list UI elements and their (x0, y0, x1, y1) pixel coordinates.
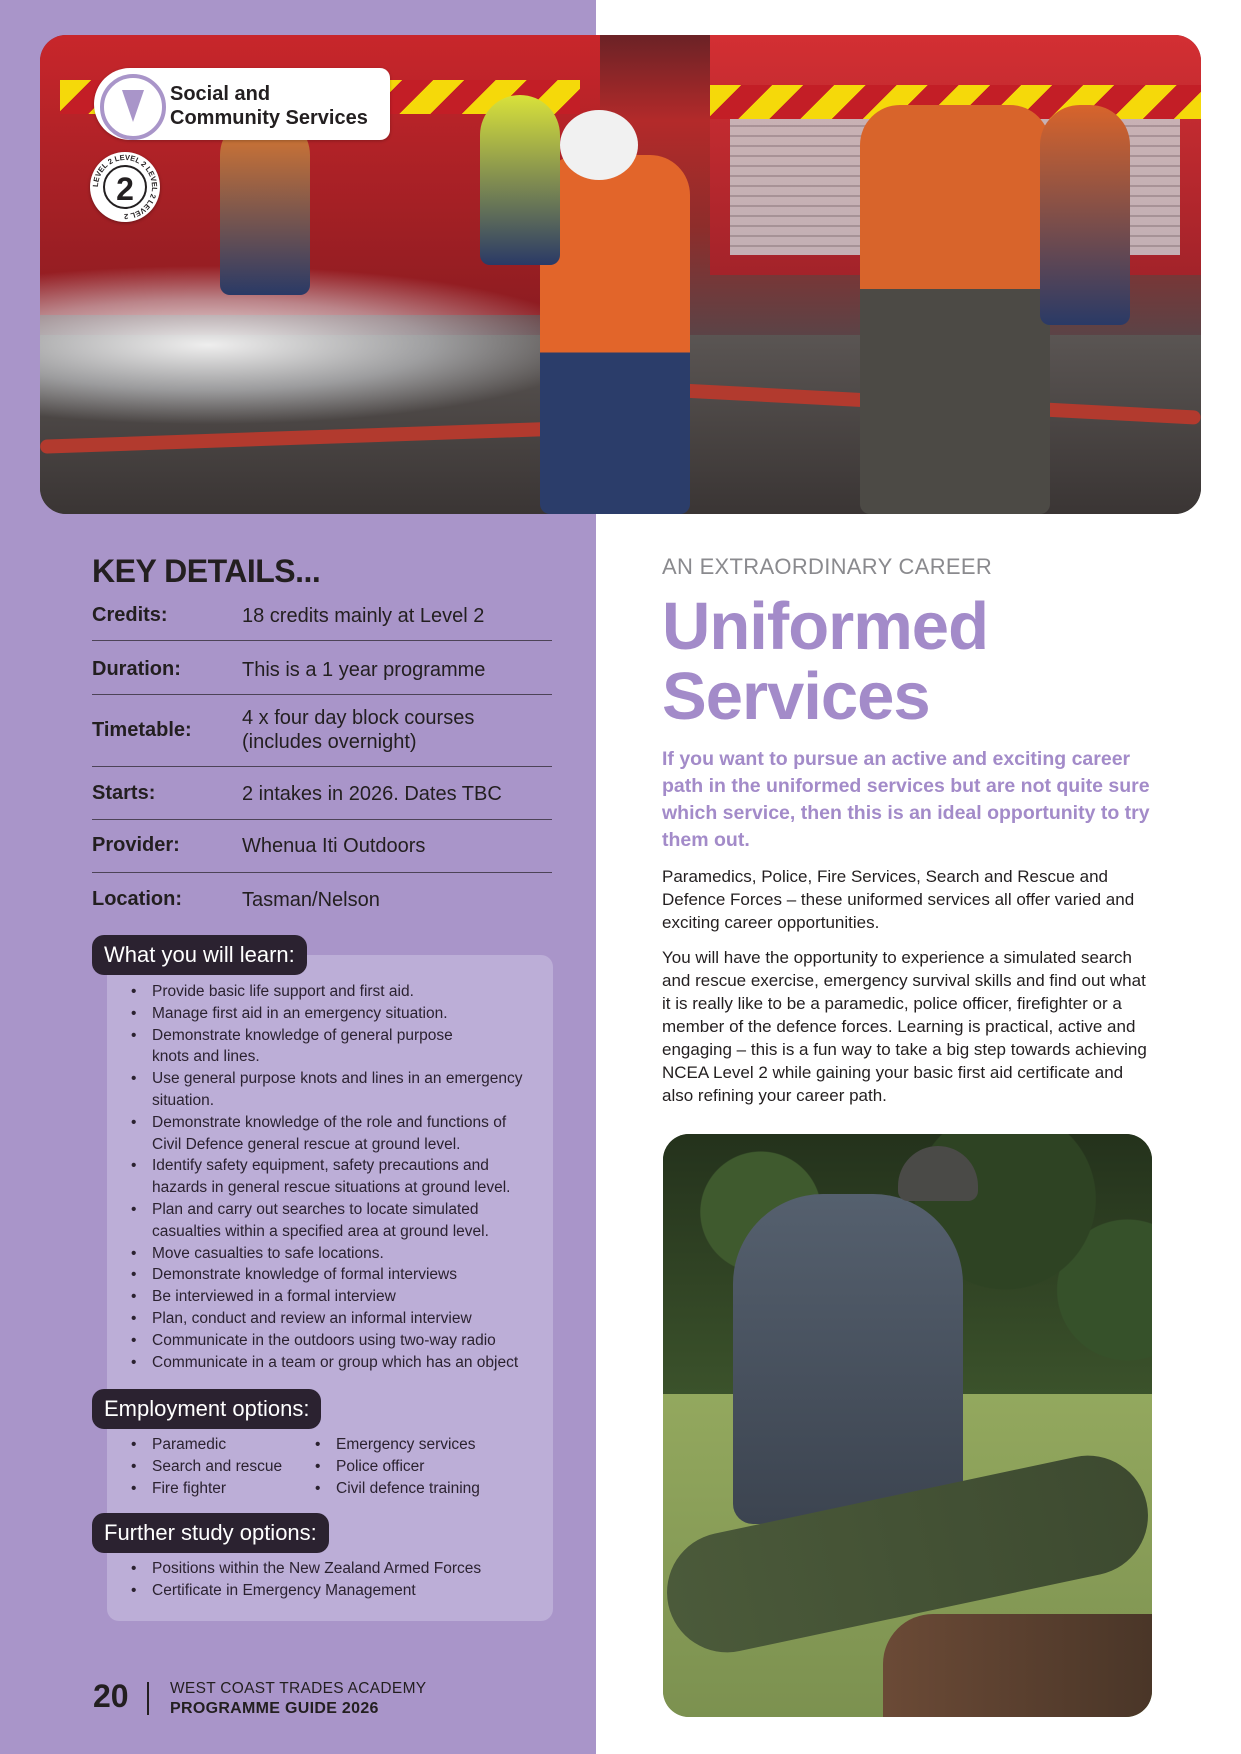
list-item: • Demonstrate knowledge of formal interviews (129, 1264, 539, 1286)
detail-value: 2 intakes in 2026. Dates TBC (242, 783, 502, 805)
category-title-line2: Community Services (170, 107, 368, 129)
level-number: 2 (103, 165, 147, 209)
level-badge (90, 152, 160, 222)
article-intro: If you want to pursue an active and exciting career path in the uniformed services but are not quite sure which service, then this is an ideal opportunity to try them out. (662, 748, 1150, 851)
second-casualty (883, 1614, 1152, 1717)
list-item: • Move casualties to safe locations. (129, 1243, 539, 1265)
firefighter-background (480, 95, 560, 265)
detail-row-duration (92, 641, 552, 695)
detail-row-location (92, 873, 552, 925)
list-item: • Provide basic life support and first aid. (129, 981, 539, 1003)
detail-value: Tasman/Nelson (242, 889, 380, 911)
footer-divider (147, 1682, 149, 1715)
list-item: • Plan, conduct and review an informal interview (129, 1308, 539, 1330)
category-title-line1: Social and (170, 83, 271, 105)
first-aid-photo (663, 1134, 1152, 1717)
detail-row-timetable (92, 695, 552, 767)
footer-guide-title: PROGRAMME GUIDE 2026 (170, 1700, 379, 1717)
further-study-list (129, 1558, 539, 1602)
list-item: • Search and rescue (129, 1456, 309, 1478)
list-item: • Fire fighter (129, 1478, 309, 1500)
detail-label: Credits: (92, 604, 168, 626)
list-item: • Positions within the New Zealand Armed Forces (129, 1558, 539, 1580)
detail-label: Starts: (92, 782, 156, 804)
list-item: • Certificate in Emergency Management (129, 1580, 539, 1602)
level-ring-text: LEVEL 2 LEVEL 2 LEVEL 2 LEVEL 2 (90, 152, 160, 222)
category-logo-icon (100, 74, 166, 140)
white-helmet (560, 110, 638, 180)
firefighter-background (220, 115, 310, 295)
learn-list (129, 981, 539, 1373)
detail-label: Location: (92, 888, 182, 910)
detail-row-credits (92, 600, 552, 641)
list-item: • Demonstrate knowledge of the role and functions of Civil Defence general rescue at ground level. (129, 1112, 539, 1156)
further-study-heading: Further study options: (92, 1513, 329, 1553)
list-item: • Communicate in the outdoors using two-way radio (129, 1330, 539, 1352)
article-headline (662, 589, 1182, 734)
detail-row-starts (92, 767, 552, 820)
list-item: • Paramedic (129, 1434, 309, 1456)
list-item: • Communicate in a team or group which has an object (129, 1352, 539, 1374)
list-item: • Be interviewed in a formal interview (129, 1286, 539, 1308)
detail-label: Timetable: (92, 719, 192, 741)
detail-value: This is a 1 year programme (242, 659, 486, 681)
employment-heading: Employment options: (92, 1389, 321, 1429)
employment-list-col2 (313, 1434, 543, 1499)
detail-label: Duration: (92, 658, 181, 680)
key-details-title: KEY DETAILS... (92, 553, 321, 589)
list-item: • Manage first aid in an emergency situation. (129, 1003, 539, 1025)
employment-list-col1 (129, 1434, 309, 1499)
list-item: • Police officer (313, 1456, 543, 1478)
headline-line2: Services (662, 659, 930, 734)
firefighter-with-hose (540, 155, 690, 514)
article-paragraph-1: Paramedics, Police, Fire Services, Search and Rescue and Defence Forces – these uniformed services all offer varied and exciting career opportunities. (662, 867, 1135, 932)
category-title (170, 82, 386, 130)
firefighter-standing (860, 105, 1050, 514)
detail-value: 18 credits mainly at Level 2 (242, 605, 485, 627)
page-number: 20 (93, 1678, 129, 1714)
list-item: • Demonstrate knowledge of general purpose knots and lines. (129, 1025, 539, 1069)
detail-row-provider (92, 820, 552, 873)
headline-line1: Uniformed (662, 589, 988, 664)
list-item: • Identify safety equipment, safety precautions and hazards in general rescue situations at ground level. (129, 1155, 539, 1199)
list-item: • Use general purpose knots and lines in an emergency situation. (129, 1068, 539, 1112)
article-paragraph-2: You will have the opportunity to experience a simulated search and rescue exercise, emergency survival skills and find out what it is really like to be a paramedic, police officer, firefighter or a member of the defence forces. Learning is practical, active and engaging – this is a fun way to take a big step towards achieving NCEA Level 2 while gaining your basic first aid certificate and also refining your career path. (662, 948, 1147, 1105)
water-spray (40, 265, 600, 425)
firefighter-background (1040, 105, 1130, 325)
list-item: • Emergency services (313, 1434, 543, 1456)
detail-value: 4 x four day block courses (includes overnight) (242, 707, 475, 753)
footer-publisher: WEST COAST TRADES ACADEMY (170, 1680, 427, 1697)
detail-label: Provider: (92, 834, 180, 856)
learn-heading: What you will learn: (92, 935, 307, 975)
list-item: • Civil defence training (313, 1478, 543, 1500)
article-eyebrow: AN EXTRAORDINARY CAREER (662, 554, 993, 579)
rescuer-figure (733, 1194, 963, 1524)
list-item: • Plan and carry out searches to locate simulated casualties within a specified area at ground level. (129, 1199, 539, 1243)
detail-value: Whenua Iti Outdoors (242, 835, 426, 857)
